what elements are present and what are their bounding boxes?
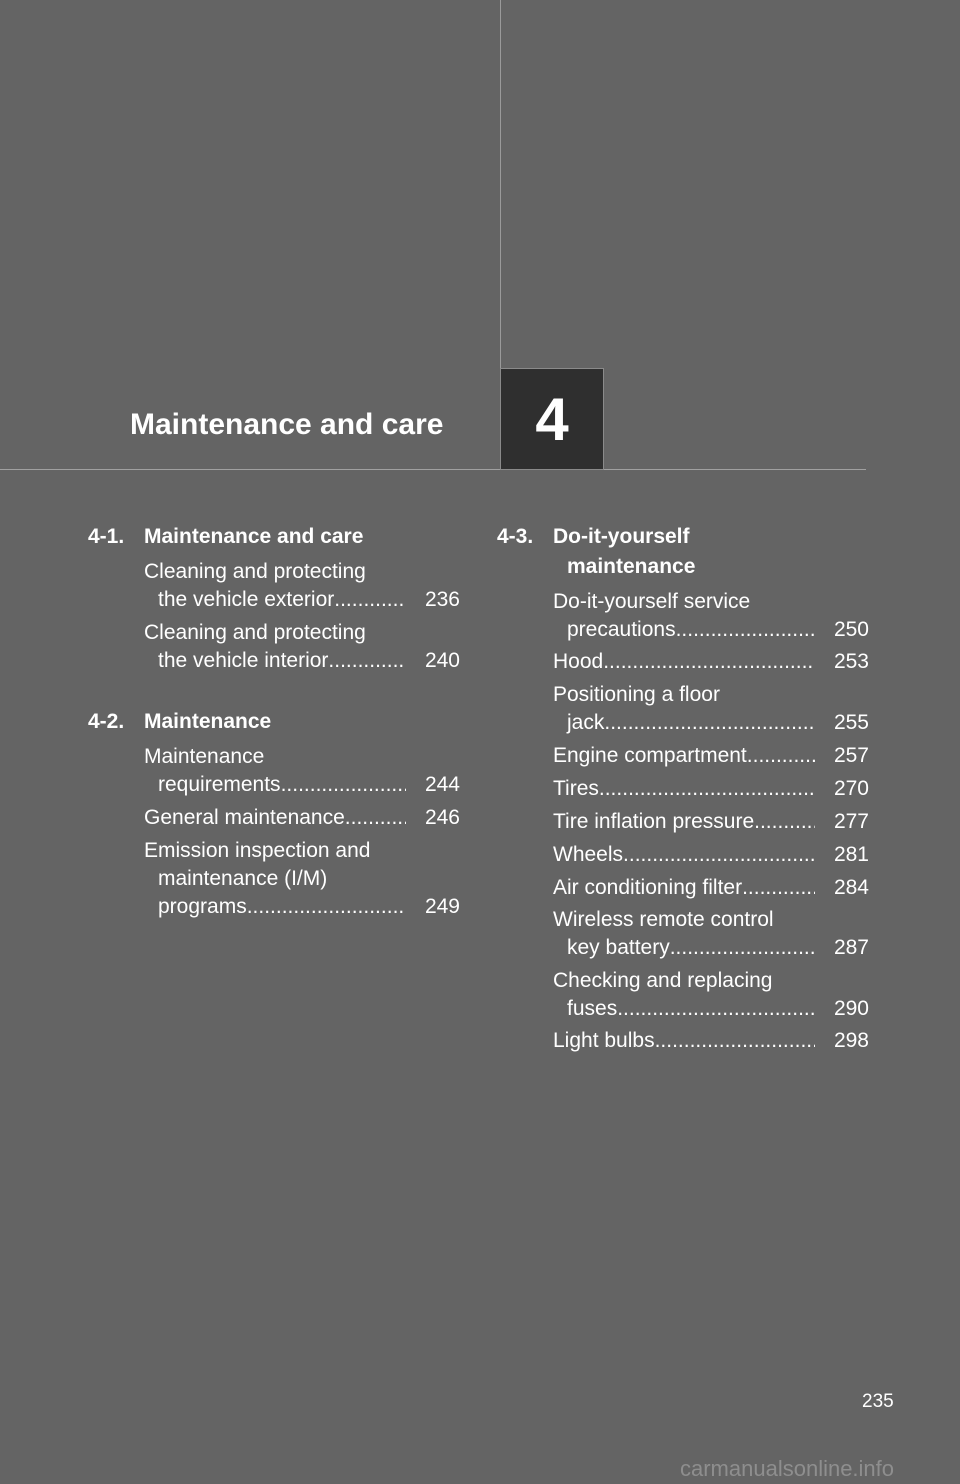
header-rule xyxy=(0,469,866,470)
section-title xyxy=(553,522,873,582)
chapter-title: Maintenance and care xyxy=(130,408,444,441)
section-number: 4-3. xyxy=(497,525,534,548)
dot-leader xyxy=(334,586,406,614)
dot-leader xyxy=(676,616,815,644)
toc-entry[interactable] xyxy=(144,837,460,921)
page-ref: 281 xyxy=(833,843,869,866)
section-title xyxy=(144,522,464,552)
entry-text: Wheels xyxy=(553,843,624,866)
dot-leader xyxy=(655,1027,815,1055)
page-ref: 244 xyxy=(424,773,460,796)
section-number: 4-1. xyxy=(88,525,125,548)
page-ref: 249 xyxy=(424,895,460,918)
toc-entry[interactable] xyxy=(553,742,869,770)
entry-text: General maintenance xyxy=(144,806,345,829)
entry-text: Do-it-yourself service xyxy=(553,590,751,613)
entry-text: Hood xyxy=(553,650,604,673)
page-ref: 257 xyxy=(833,744,869,767)
entry-text: Wireless remote control xyxy=(553,908,774,931)
section-title-line: maintenance xyxy=(567,555,696,578)
entry-text: precautions xyxy=(567,618,676,641)
toc-entry[interactable] xyxy=(553,1027,869,1055)
toc-entry[interactable] xyxy=(553,775,869,803)
section-title xyxy=(144,707,464,737)
toc-entry[interactable] xyxy=(144,804,460,832)
entry-text: programs xyxy=(158,895,247,918)
page-ref: 236 xyxy=(424,588,460,611)
vertical-divider xyxy=(500,0,501,368)
chapter-number-tab: 4 xyxy=(500,368,604,470)
page-ref: 287 xyxy=(833,936,869,959)
page-ref: 270 xyxy=(833,777,869,800)
page-ref: 298 xyxy=(833,1029,869,1052)
entry-text: Cleaning and protecting xyxy=(144,560,366,583)
toc-entry[interactable] xyxy=(144,743,460,799)
toc-entry[interactable] xyxy=(553,648,869,676)
entry-text: fuses xyxy=(567,997,618,1020)
entry-text: Air conditioning filter xyxy=(553,876,743,899)
dot-leader xyxy=(599,775,815,803)
dot-leader xyxy=(345,804,406,832)
section-title-line: Maintenance and care xyxy=(144,525,364,548)
dot-leader xyxy=(623,841,815,869)
page-number: 235 xyxy=(862,1391,894,1412)
entry-text: maintenance (I/M) xyxy=(158,867,328,890)
page-ref: 246 xyxy=(424,806,460,829)
section-title-line: Do-it-yourself xyxy=(553,525,690,548)
entry-text: Emission inspection and xyxy=(144,839,371,862)
entry-text: Tires xyxy=(553,777,599,800)
entry-text: the vehicle exterior xyxy=(158,588,335,611)
toc-entry[interactable] xyxy=(553,588,869,644)
entry-text: Positioning a floor xyxy=(553,683,720,706)
dot-leader xyxy=(617,995,815,1023)
entry-text: requirements xyxy=(158,773,281,796)
page-ref: 250 xyxy=(833,618,869,641)
entry-text: Cleaning and protecting xyxy=(144,621,366,644)
dot-leader xyxy=(281,771,406,799)
entry-text: Tire inflation pressure xyxy=(553,810,755,833)
toc-entry[interactable] xyxy=(144,619,460,675)
page-ref: 255 xyxy=(833,711,869,734)
toc-entry[interactable] xyxy=(553,841,869,869)
dot-leader xyxy=(747,742,815,770)
page-ref: 277 xyxy=(833,810,869,833)
dot-leader xyxy=(742,874,815,902)
toc-entry[interactable] xyxy=(553,808,869,836)
toc-entry[interactable] xyxy=(553,681,869,737)
dot-leader xyxy=(328,647,406,675)
dot-leader xyxy=(754,808,815,836)
toc-entry[interactable] xyxy=(144,558,460,614)
dot-leader xyxy=(247,893,406,921)
toc-entry[interactable] xyxy=(553,906,869,962)
page-ref: 240 xyxy=(424,649,460,672)
entry-text: Maintenance xyxy=(144,745,265,768)
section-number: 4-2. xyxy=(88,710,125,733)
entry-text: jack xyxy=(567,711,605,734)
dot-leader xyxy=(604,709,815,737)
entry-text: Light bulbs xyxy=(553,1029,655,1052)
entry-text: Engine compartment xyxy=(553,744,747,767)
toc-entry[interactable] xyxy=(553,967,869,1023)
entry-text: key battery xyxy=(567,936,670,959)
page-ref: 253 xyxy=(833,650,869,673)
entry-text: Checking and replacing xyxy=(553,969,773,992)
entry-text: the vehicle interior xyxy=(158,649,329,672)
section-title-line: Maintenance xyxy=(144,710,272,733)
dot-leader xyxy=(603,648,815,676)
toc-entry[interactable] xyxy=(553,874,869,902)
watermark: carmanualsonline.info xyxy=(680,1456,895,1481)
dot-leader xyxy=(670,934,815,962)
page-ref: 290 xyxy=(833,997,869,1020)
page-ref: 284 xyxy=(833,876,869,899)
